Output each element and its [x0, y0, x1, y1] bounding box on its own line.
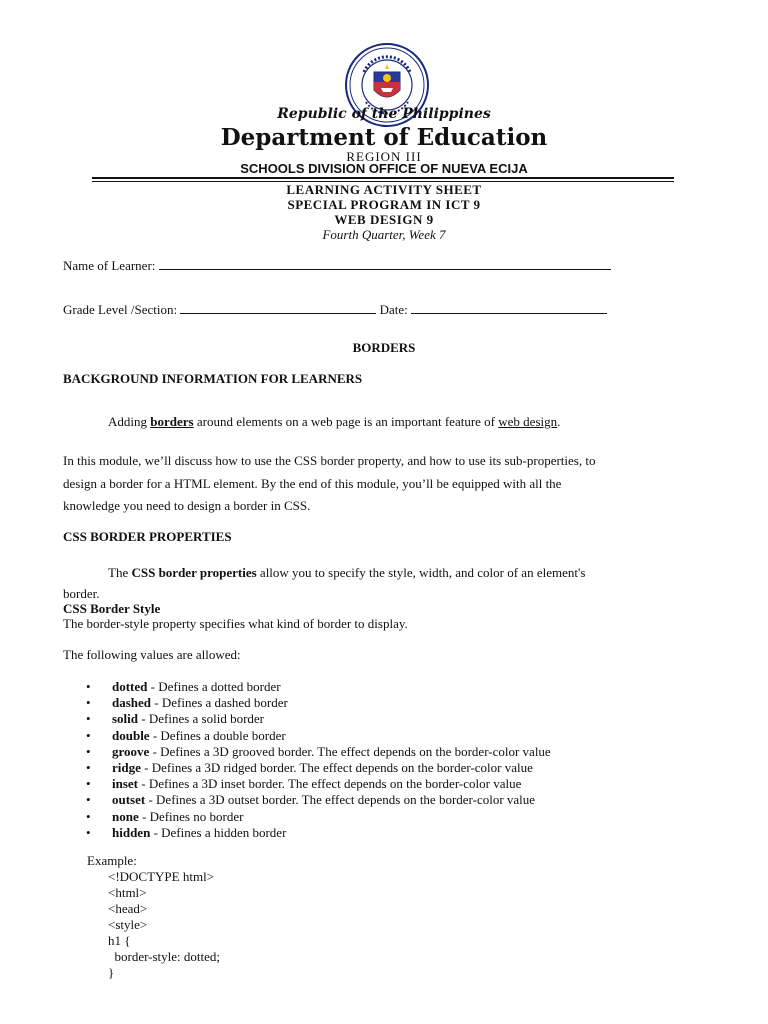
name-field-row	[63, 258, 611, 274]
border-value-term: solid	[112, 711, 139, 727]
program-title: SPECIAL PROGRAM IN ICT 9	[287, 197, 481, 212]
quarter-week: Fourth Quarter, Week 7	[322, 227, 446, 242]
date-input-line[interactable]	[411, 302, 607, 314]
borders-link[interactable]: borders	[150, 414, 194, 429]
region-label: REGION III	[346, 149, 422, 164]
code-line: <html>	[108, 885, 147, 900]
border-value-item	[82, 744, 702, 760]
border-value-desc: - Defines a 3D outset border. The effect depends on the border-color value	[145, 792, 536, 808]
properties-term: CSS border properties	[131, 565, 257, 580]
department-title: Department of Education	[220, 124, 548, 151]
border-value-term: none	[112, 808, 139, 824]
border-value-term: inset	[112, 776, 138, 792]
border-value-desc: - Defines a solid border	[138, 711, 265, 727]
intro-text-c: around elements on a web page is an important feature of	[193, 414, 499, 429]
border-style-heading: CSS Border Style	[63, 601, 161, 616]
grade-label: Grade Level /Section:	[63, 302, 178, 317]
border-value-term: outset	[112, 792, 146, 808]
code-line: <style>	[108, 917, 148, 932]
properties-line-2: border.	[63, 586, 100, 601]
border-value-desc: - Defines a 3D ridged border. The effect depends on the border-color value	[140, 759, 533, 775]
border-values-list	[82, 679, 702, 841]
border-value-desc: - Defines a double border	[149, 727, 286, 743]
web-design-link[interactable]: web design	[498, 414, 558, 429]
date-label: Date:	[379, 302, 408, 317]
border-value-term: dashed	[112, 695, 152, 711]
border-value-item	[82, 760, 702, 776]
properties-text-a: The	[108, 565, 132, 580]
name-input-line[interactable]	[159, 258, 611, 270]
code-line: h1 {	[108, 933, 131, 948]
properties-paragraph	[108, 565, 585, 581]
border-value-term: dotted	[112, 679, 148, 694]
border-value-item	[82, 825, 702, 841]
border-value-term: ridge	[112, 759, 141, 775]
border-value-term: hidden	[112, 824, 151, 840]
border-value-desc: - Defines a 3D grooved border. The effect depends on the border-color value	[149, 743, 551, 759]
code-line: <head>	[108, 901, 148, 916]
border-value-item	[82, 679, 702, 695]
border-style-description: The border-style property specifies what kind of border to display.	[63, 616, 408, 631]
border-value-item	[82, 792, 702, 808]
border-value-desc: - Defines no border	[138, 808, 244, 824]
border-value-item	[82, 728, 702, 744]
sheet-title: LEARNING ACTIVITY SHEET	[286, 182, 482, 197]
intro-text-e: .	[557, 414, 561, 429]
code-line: border-style: dotted;	[108, 949, 221, 964]
intro-p2-line-2: design a border for a HTML element. By the end of this module, you’ll be equipped with all the	[63, 475, 562, 491]
background-heading: BACKGROUND INFORMATION FOR LEARNERS	[63, 371, 363, 386]
intro-paragraph-2	[63, 450, 595, 518]
name-label: Name of Learner:	[63, 258, 156, 273]
border-value-item	[82, 809, 702, 825]
republic-label: Republic of the Philippines	[277, 106, 491, 122]
intro-p2-line-1: In this module, we’ll discuss how to use the CSS border property, and how to use its sub-properties, to	[63, 453, 596, 468]
division-label: SCHOOLS DIVISION OFFICE OF NUEVA ECIJA	[240, 161, 528, 176]
intro-p2-line-3: knowledge you need to design a border in CSS.	[63, 498, 311, 513]
border-value-item	[82, 695, 702, 711]
grade-input-line[interactable]	[180, 302, 376, 314]
border-value-desc: - Defines a dotted border	[147, 679, 281, 694]
section-title: BORDERS	[352, 340, 416, 355]
properties-text-c: allow you to specify the style, width, and color of an element's	[256, 565, 586, 580]
code-line: }	[108, 965, 115, 980]
grade-field-row	[63, 302, 607, 318]
code-line: <!DOCTYPE html>	[108, 869, 215, 884]
subject-title: WEB DESIGN 9	[334, 212, 434, 227]
example-label: Example:	[87, 853, 137, 868]
border-value-item	[82, 711, 702, 727]
intro-text-a: Adding	[108, 414, 151, 429]
border-value-term: groove	[112, 743, 150, 759]
header-rule-thick	[92, 177, 674, 179]
intro-paragraph-1	[108, 414, 560, 430]
border-value-desc: - Defines a hidden border	[150, 824, 287, 840]
properties-heading: CSS BORDER PROPERTIES	[63, 529, 232, 544]
example-code-block	[108, 869, 220, 981]
border-value-desc: - Defines a 3D inset border. The effect depends on the border-color value	[138, 776, 522, 792]
border-value-desc: - Defines a dashed border	[151, 695, 288, 711]
border-value-term: double	[112, 727, 150, 743]
border-value-item	[82, 776, 702, 792]
allowed-values-label: The following values are allowed:	[63, 647, 241, 662]
